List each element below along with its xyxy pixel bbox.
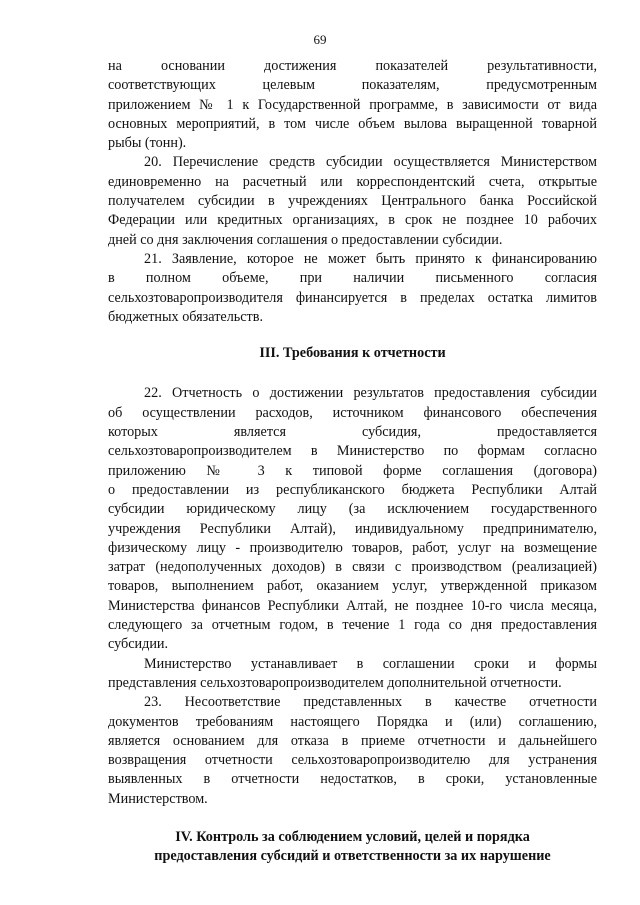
paragraph-line: Министерство устанавливает в соглашении сроки и формы: [144, 655, 597, 672]
paragraph-line: на основании достижения показателей результативности,: [108, 58, 597, 74]
paragraph-line: дней со дня заключения соглашения о предоставлении субсидии.: [108, 231, 503, 248]
paragraph-line: 21. Заявление, которое не может быть принято к финансированию: [144, 250, 597, 267]
paragraph-line: субсидии юридическому лицу (за исключением государственного: [108, 501, 597, 518]
paragraph-line: единовременно на расчетный или корреспондентский счета, открытые: [108, 173, 597, 190]
paragraph-line: получателем субсидии в учреждениях Центрального банка Российской: [108, 193, 597, 210]
paragraph-line: сельхозтоваропроизводителя финансируется в пределах остатка лимитов: [108, 289, 597, 306]
paragraph-line: о предоставлении из республиканского бюджета Республики Алтай: [108, 481, 597, 498]
paragraph-line: приложению № 3 к типовой форме соглашения (договора): [108, 462, 597, 479]
paragraph-line: приложением № 1 к Государственной программе, в зависимости от вида: [108, 96, 597, 113]
document-body: [108, 57, 597, 867]
section-heading: [108, 344, 597, 363]
paragraph-line: выявленных в отчетности недостатков, в сроки, установленные: [108, 771, 597, 788]
paragraph-line: возвращения отчетности сельхозтоваропроизводителю для устранения: [108, 752, 597, 769]
paragraph-line: сельхозтоваропроизводителем в Министерство по формам согласно: [108, 443, 597, 460]
paragraph-line: товаров, выполнением работ, оказанием услуг, утвержденной приказом: [108, 578, 597, 595]
paragraph-line: бюджетных обязательств.: [108, 308, 264, 325]
paragraph-line: основных мероприятий, в том числе объем вылова выращенной товарной: [108, 115, 597, 132]
paragraph: [108, 655, 597, 694]
paragraph-line: соответствующих целевым показателям, предусмотренным: [108, 77, 597, 94]
paragraph-line: затрат (недополученных доходов) в связи с производством (реализацией): [108, 559, 597, 576]
paragraph-line: Министерства финансов Республики Алтай, не позднее 10-го числа месяца,: [108, 597, 597, 614]
paragraph: [108, 153, 597, 249]
paragraph: [108, 384, 597, 654]
paragraph-line: об осуществлении расходов, источником финансового обеспечения: [108, 404, 597, 421]
paragraph: [108, 250, 597, 327]
paragraph-line: физическому лицу - производителю товаров, работ, услуг на возмещение: [108, 539, 597, 556]
paragraph: [108, 693, 597, 809]
page-number: 69: [313, 32, 327, 47]
paragraph-line: следующего за отчетным годом, в течение 1 года со дня предоставления: [108, 617, 597, 634]
paragraph-line: 20. Перечисление средств субсидии осуществляется Министерством: [144, 154, 597, 171]
paragraph-line: представления сельхозтоваропроизводителем дополнительной отчетности.: [108, 674, 562, 691]
paragraph-line: документов требованиям настоящего Порядка и (или) соглашению,: [108, 713, 597, 730]
paragraph-line: Федерации или кредитных организациях, в срок не позднее 10 рабочих: [108, 212, 597, 229]
heading-line: III. Требования к отчетности: [259, 345, 446, 362]
paragraph-line: 22. Отчетность о достижении результатов предоставления субсидии: [144, 385, 597, 402]
paragraph-line: рыбы (тонн).: [108, 135, 187, 152]
heading-line: IV. Контроль за соблюдением условий, целей и порядка: [175, 828, 530, 845]
section-heading: [108, 828, 597, 867]
paragraph-line: которых является субсидия, предоставляется: [108, 424, 597, 441]
paragraph-line: субсидии.: [108, 636, 169, 653]
paragraph-line: Министерством.: [108, 790, 208, 807]
heading-line: предоставления субсидий и ответственности за их нарушение: [154, 848, 551, 865]
paragraph-line: в полном объеме, при наличии письменного согласия: [108, 270, 597, 287]
paragraph-line: учреждения Республики Алтай), индивидуальному предпринимателю,: [108, 520, 597, 537]
paragraph-line: 23. Несоответствие представленных в качестве отчетности: [144, 694, 597, 711]
paragraph-line: является основанием для отказа в приеме отчетности и дальнейшего: [108, 732, 597, 749]
paragraph: [108, 57, 597, 153]
